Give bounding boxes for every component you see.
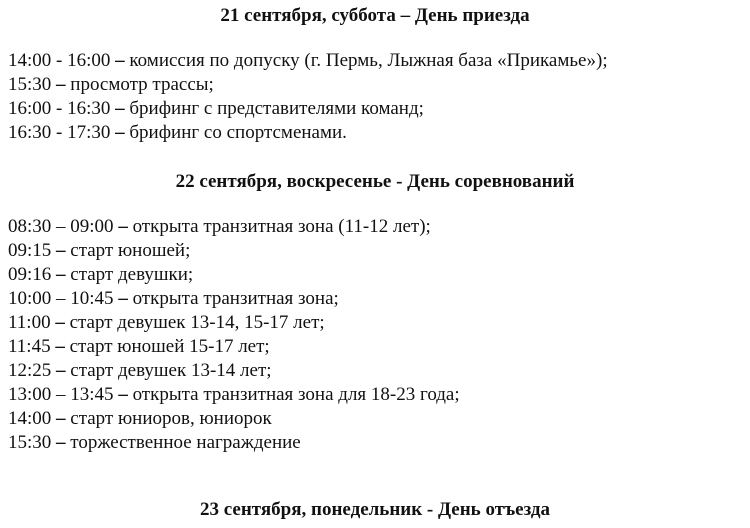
section-heading-competition: 22 сентября, воскресенье - День соревнований — [175, 171, 575, 192]
schedule-dash: – — [51, 432, 71, 453]
schedule-time: 14:00 — [8, 408, 52, 429]
schedule-time: 08:30 – 09:00 — [8, 216, 114, 237]
schedule-text: комиссия по допуску (г. Пермь, Лыжная база «Прикамье»); — [129, 50, 608, 71]
schedule-time: 15:30 — [8, 74, 52, 95]
schedule-line — [8, 383, 460, 407]
schedule-dash: – — [51, 240, 71, 261]
schedule-dash: – — [110, 98, 130, 119]
schedule-text: старт девушек 13-14, 15-17 лет; — [69, 312, 325, 333]
schedule-dash: – — [51, 264, 71, 285]
schedule-time: 16:00 - 16:30 — [8, 98, 111, 119]
schedule-line — [8, 215, 431, 239]
schedule-text: открыта транзитная зона для 18-23 года; — [132, 384, 460, 405]
schedule-text: торжественное награждение — [70, 432, 301, 453]
schedule-dash: – — [110, 122, 130, 143]
schedule-time: 10:00 – 10:45 — [8, 288, 114, 309]
schedule-time: 15:30 — [8, 432, 52, 453]
schedule-text: старт девушек 13-14 лет; — [70, 360, 272, 381]
schedule-text: брифинг со спортсменами. — [129, 122, 347, 143]
schedule-time: 11:45 — [8, 336, 51, 357]
schedule-text: открыта транзитная зона; — [132, 288, 339, 309]
schedule-dash: – — [51, 360, 71, 381]
schedule-dash: – — [50, 312, 70, 333]
schedule-line — [8, 335, 270, 359]
schedule-line — [8, 239, 190, 263]
schedule-time: 11:00 — [8, 312, 51, 333]
schedule-dash: – — [51, 408, 71, 429]
schedule-text: старт юниоров, юниорок — [70, 408, 272, 429]
schedule-dash: – — [113, 288, 133, 309]
schedule-text: просмотр трассы; — [70, 74, 214, 95]
section-heading-arrival: 21 сентября, суббота – День приезда — [220, 5, 530, 26]
schedule-text: старт девушки; — [70, 264, 194, 285]
schedule-line — [8, 97, 424, 121]
schedule-dash: – — [110, 50, 130, 71]
schedule-text: старт юношей 15-17 лет; — [69, 336, 270, 357]
schedule-line — [8, 49, 608, 73]
schedule-text: открыта транзитная зона (11-12 лет); — [132, 216, 431, 237]
schedule-time: 13:00 – 13:45 — [8, 384, 114, 405]
schedule-line — [8, 287, 339, 311]
schedule-line — [8, 407, 272, 431]
schedule-text: брифинг с представителями команд; — [129, 98, 424, 119]
schedule-text: старт юношей; — [70, 240, 191, 261]
schedule-time: 09:16 — [8, 264, 52, 285]
schedule-dash: – — [50, 336, 70, 357]
schedule-line — [8, 311, 325, 335]
schedule-time: 12:25 — [8, 360, 52, 381]
section-heading-departure: 23 сентября, понедельник - День отъезда — [200, 499, 550, 520]
schedule-line — [8, 359, 272, 383]
schedule-dash: – — [51, 74, 71, 95]
schedule-time: 14:00 - 16:00 — [8, 50, 111, 71]
schedule-dash: – — [113, 384, 133, 405]
schedule-line — [8, 73, 214, 97]
schedule-dash: – — [113, 216, 133, 237]
schedule-line — [8, 263, 193, 287]
schedule-line — [8, 121, 347, 145]
schedule-time: 09:15 — [8, 240, 52, 261]
schedule-line — [8, 431, 301, 455]
schedule-time: 16:30 - 17:30 — [8, 122, 111, 143]
